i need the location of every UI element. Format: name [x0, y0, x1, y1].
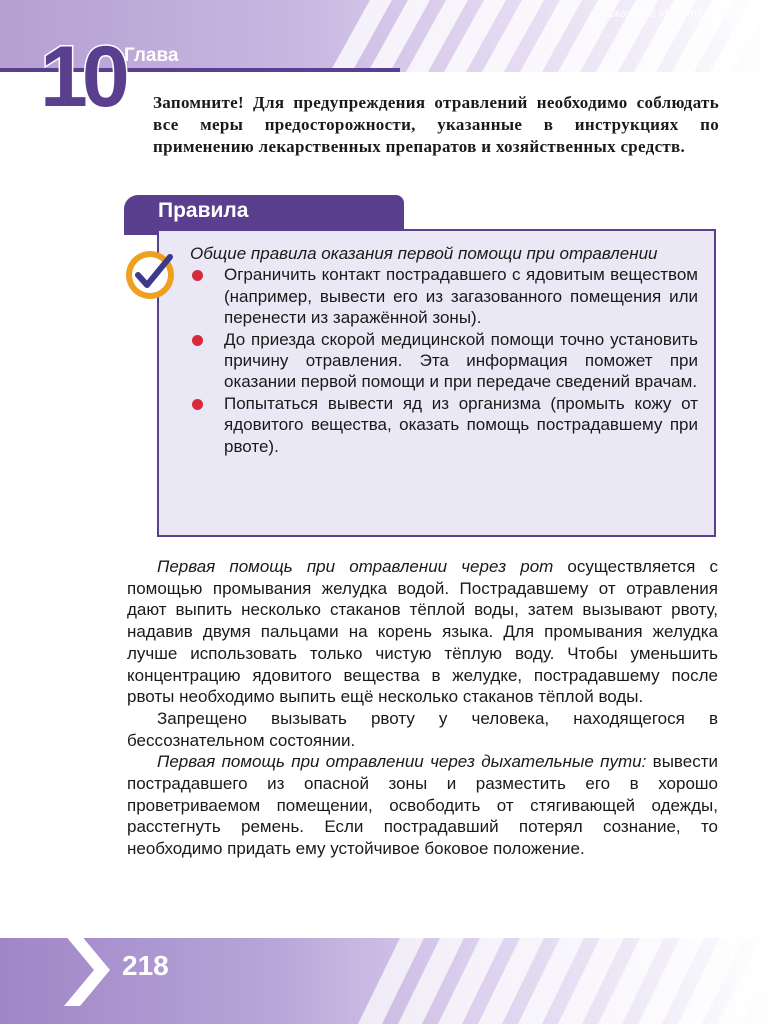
- footer-stripes: [0, 938, 771, 1024]
- rules-tab-title: Правила: [158, 199, 249, 222]
- rule-item-text: Ограничить контакт пострадавшего с ядовитым веществом (например, вывести его из загазованного помещения или перенести из заражённой зоны).: [224, 265, 698, 328]
- chapter-number: 10: [40, 29, 124, 125]
- rules-heading: Общие правила оказания первой помощи при отравлении: [190, 244, 658, 263]
- chevron-right-icon: [64, 934, 114, 1006]
- bullet-icon: [192, 270, 203, 281]
- body-paragraph-text: осуществляется с помощью промывания желудка водой. Пострадавшему от отравления дают выпить несколько стаканов тёплой воды, затем вызывают рвоту, надавив двумя пальцами на корень языка. Для промывания желудка лучше использовать только чистую тёплую воду. Чтобы уменьшить концентрацию ядовитого вещества в желудке, пострадавшему после рвоты необходимо выпить ещё несколько стаканов тёплой воды.: [127, 557, 718, 707]
- intro-paragraph: Запомните! Для предупреждения отравлений необходимо соблюдать все меры предосторожности, указанные в инструкциях по применению лекарственных препаратов и хозяйственных средств.: [153, 93, 719, 156]
- body-paragraph-lead: Первая помощь при отравлении через дыхательные пути:: [157, 752, 647, 772]
- chapter-label: Глава: [124, 45, 179, 66]
- rule-item-text: До приезда скорой медицинской помощи точно установить причину отравления. Эта информация поможет при оказании первой помощи и при передаче сведений врачам.: [224, 329, 698, 392]
- rule-item-text: Попытаться вывести яд из организма (промыть кожу от ядовитого вещества, оказать помощь пострадавшему при рвоте).: [224, 393, 698, 456]
- rule-item: [190, 329, 698, 393]
- body-paragraph-text: Запрещено вызывать рвоту у человека, находящегося в бессознательном состоянии.: [127, 708, 718, 750]
- body-paragraph-text: вывести пострадавшего из опасной зоны и разместить его в хорошо проветриваемом помещении, освободить от стягивающей одежды, расстегнуть ремень. Если пострадавший потерял сознание, то необходимо придать ему устойчивое боковое положение.: [127, 752, 718, 859]
- rule-item: [190, 393, 698, 457]
- body-paragraph: [127, 556, 718, 708]
- body-paragraph-lead: Первая помощь при отравлении через рот: [157, 557, 554, 576]
- rule-item: [190, 264, 698, 328]
- footer-band: [0, 938, 771, 1024]
- body-paragraph: [127, 751, 718, 860]
- rules-content: [190, 243, 698, 457]
- page-number: 218: [122, 950, 169, 981]
- body-paragraph: [127, 708, 718, 751]
- checkmark-icon: [124, 249, 176, 301]
- bullet-icon: [192, 335, 203, 346]
- watermark-text: Скачан с vk.com/material100: [606, 6, 763, 20]
- body-text: [127, 556, 718, 860]
- bullet-icon: [192, 399, 203, 410]
